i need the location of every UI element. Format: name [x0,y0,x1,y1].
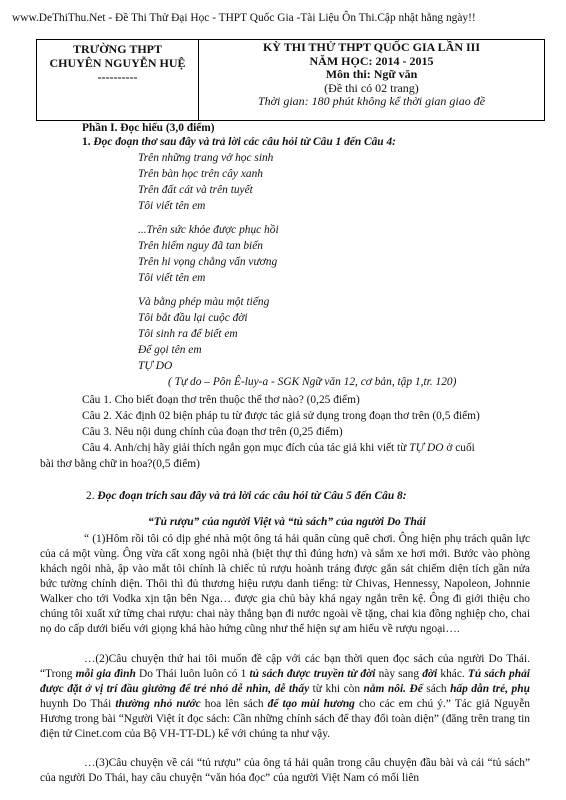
exam-header-table [36,39,545,121]
poem-line: Tôi viết tên em [138,200,206,212]
school-line1: TRƯỜNG THPT [72,42,162,56]
exam-info-cell [199,40,545,121]
q1-intro [82,136,396,148]
poem-line: TỰ DO [138,360,173,372]
poem-source: ( Tự do – Pôn Ê-luy-a - SGK Ngữ văn 12, cơ bản, tập 1,tr. 120) [168,376,457,388]
exam-pages: (Đề thi có 02 trang) [324,80,419,95]
poem-line: Trên đất cát và trên tuyết [138,184,253,196]
article-paragraph-3: …(3)Câu chuyện về cái “tủ rượu” của ông tá hải quân trong câu chuyện đầu bài và cái “tủ sách” của người Do Thái, hay câu chuyện “văn hóa đọc” của người Việt Nam có mối liên [40,757,530,784]
q1-intro-text: Đọc đoạn thơ sau đây và trả lời các câu hỏi từ Câu 1 đến Câu 4: [93,136,396,148]
part1-title: Phần I. Đọc hiểu (3,0 điểm) [82,122,215,134]
article-title: “Tủ rượu” của người Việt và “tủ sách” của người Do Thái [148,516,426,528]
poem-line: Tôi bắt đầu lại cuộc đời [138,312,248,324]
question-3: Câu 3. Nêu nội dung chính của đoạn thơ trên (0,25 điểm) [82,426,343,438]
q2-intro-text: Đọc đoạn trích sau đây và trả lời các câu hỏi từ Câu 5 đến Câu 8: [97,490,407,502]
question-4-continued: bài thơ bằng chữ in hoa?(0,5 điểm) [40,458,200,470]
poem-line: Để gọi tên em [138,344,202,356]
poem-line: Trên hiểm nguy đã tan biến [138,240,263,252]
exam-subject: Môn thi: Ngữ văn [325,67,418,82]
article-paragraph-2: …(2)Câu chuyện thứ hai tôi muốn đề cập với các bạn thời quen đọc sách của người Do Thái. “Trong mỗi gia đình Do Thái luôn luôn có 1 tủ sách được truyền từ đời này sang đời khác. Tủ sách phải được đặt ở vị trí đầu giường để trẻ nhỏ dễ nhìn, dễ thấy từ khi còn nằm nôi. Để sách hấp dẫn trẻ, phụ huynh Do Thái thường nhỏ nước hoa lên sách để tạo mùi hương cho các em chú ý.” Tác giả Nguyễn Hương trong bài “Người Việt ít đọc sách: Cần những chính sách để thay đổi toàn diện” (đăng trên trang tin điện tử Cinet.com của Bộ VH-TT-DL) kể với chúng ta như vậy. [40,653,531,740]
q2-intro-number: 2. [86,490,95,502]
poem-line: Trên những trang vở học sinh [138,152,274,164]
q2-intro [86,490,407,502]
question-2: Câu 2. Xác định 02 biện pháp tu từ được tác giả sử dụng trong đoạn thơ trên (0,5 điểm) [82,410,480,422]
q1-intro-number: 1. [82,136,91,148]
poem-line: ...Trên sức khỏe được phục hồi [138,224,279,236]
poem-line: Trên bàn học trên cây xanh [138,168,263,180]
school-line2: CHUYÊN NGUYỄN HUỆ [49,56,186,70]
poem-line: Và bằng phép màu một tiếng [138,296,270,308]
exam-title: KỲ THI THỬ THPT QUỐC GIA LẦN III [262,40,481,54]
exam-year: NĂM HỌC: 2014 - 2015 [309,53,434,68]
poem-line: Tôi sinh ra để biết em [138,328,238,340]
question-1: Câu 1. Cho biết đoạn thơ trên thuộc thể thơ nào? (0,25 điểm) [82,394,360,406]
poem-line: Tôi viết tên em [138,272,206,284]
article-paragraph-1: “ (1)Hôm rồi tôi có dịp ghé nhà một ông tá hải quân cùng quê chơi. Ông hiện phụ trách quân lực của cả một vùng. Ông vừa cất xong ngôi nhà (biệt thự thì đúng hơn) và sắm xe hơi mới. Bước vào phòng khách ngôi nhà, ập vào mắt tôi chính là chiếc tủ rượu hoành tráng được gắn sát chiếm diện tích gần nửa bức tường chính diện. Thôi thì đủ thương hiệu rượu danh tiếng: từ Chivas, Hennessy, Napoleon, Johnnie Walker cho tới Vodka xịn tận bên Nga… được gia chủ bày khá ngay ngắn trên kệ. Ông đi giới thiệu cho chúng tôi xuất xứ từng chai rượu: chai này thắng bạn đi nước ngoài về tặng, chai kia đồng nghiệp cho, chai nọ do cấp dưới biếu với giọng khá hào hứng cũng như thể hiện sự am hiểu về rượu ngoại…. [40,533,530,635]
site-banner: www.DeThiThu.Net - Đề Thi Thử Đại Học - THPT Quốc Gia -Tài Liệu Ôn Thi.Cập nhật hằng ngày!! [12,12,476,24]
q4-highlight-word: TỰ DO [409,442,444,454]
question-4: Câu 4. Anh/chị hãy giải thích ngắn gọn mục đích của tác giả khi viết từ TỰ DO ở cuối [82,442,475,454]
poem-line: Trên hi vọng chẳng vấn vương [138,256,278,268]
exam-time: Thời gian: 180 phút không kể thời gian giao đề [257,94,486,109]
school-dashes: ---------- [97,70,138,84]
school-cell [37,40,199,121]
